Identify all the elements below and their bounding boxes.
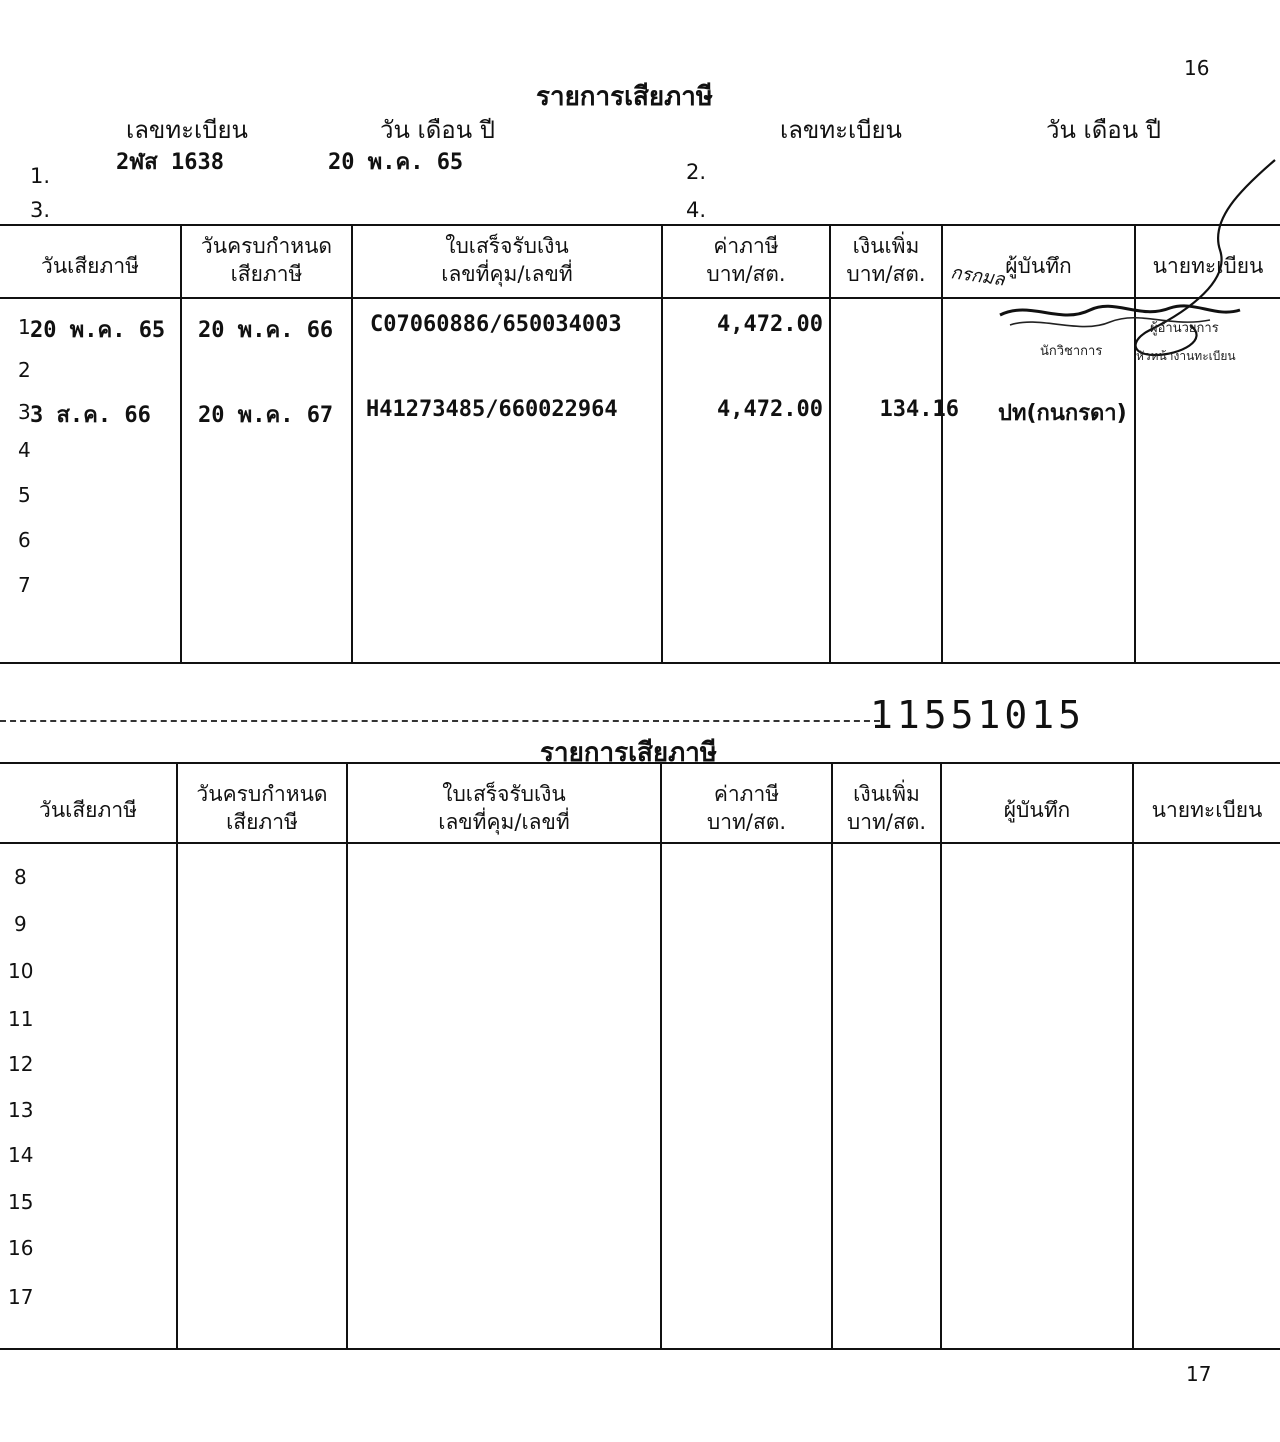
row-number: 15 <box>8 1190 34 1214</box>
torn-edge-line <box>0 720 880 722</box>
bottom-col-divider <box>1132 762 1134 1350</box>
row-number: 17 <box>8 1285 34 1309</box>
row-number: 10 <box>8 959 34 983</box>
col-header-extra-line2: บาท/สต. <box>846 262 926 286</box>
row-number: 12 <box>8 1052 34 1076</box>
col-header-due-line2: เสียภาษี <box>226 810 298 834</box>
bottom-col-divider <box>940 762 942 1350</box>
col-header-due-date <box>182 232 351 288</box>
bottom-col-divider <box>346 762 348 1350</box>
col-header-receipt-line1: ใบเสร็จรับเงิน <box>442 782 566 806</box>
col-header-extra-line2: บาท/สต. <box>846 810 927 834</box>
row-1-receipt: C07060886/650034003 <box>370 312 622 337</box>
row-number: 7 <box>18 573 31 597</box>
reg-entry-1-date: 20 พ.ค. 65 <box>328 150 464 175</box>
reg-entry-4-num: 4. <box>686 198 707 222</box>
row-number: 6 <box>18 528 31 552</box>
row-1-due-date: 20 พ.ค. 66 <box>198 318 334 343</box>
row-3-tax: 4,472.00 <box>717 397 823 422</box>
date-header-right: วัน เดือน ปี <box>1046 116 1161 144</box>
col-header-extra-line1: เงินเพิ่ม <box>853 782 920 806</box>
col-header-registrar: นายทะเบียน <box>1152 254 1264 278</box>
row-3-receipt: H41273485/660022964 <box>366 397 618 422</box>
col-header-due-line1: วันครบกำหนด <box>196 782 328 806</box>
col-header-tax-line1: ค่าภาษี <box>713 234 779 258</box>
col-header-extra <box>833 780 940 836</box>
bottom-col-divider <box>176 762 178 1350</box>
bottom-table-header-divider <box>0 842 1280 844</box>
top-table-border-bottom <box>0 662 1280 664</box>
row-number: 8 <box>14 865 27 889</box>
col-header-receipt-line2: เลขที่คุม/เลขที่ <box>438 810 570 834</box>
col-header-tax-line2: บาท/สต. <box>706 810 787 834</box>
reg-header-right: เลขทะเบียน <box>780 116 902 144</box>
stamp-text: ผู้อำนวยการ <box>1150 321 1219 336</box>
top-col-divider <box>661 224 663 664</box>
reg-entry-1-num: 1. <box>30 164 51 188</box>
col-header-registrar: นายทะเบียน <box>1151 798 1263 822</box>
row-3-pay-date: 3 ส.ค. 66 <box>30 403 151 428</box>
row-number: 3 <box>18 400 31 424</box>
page-top-number: 16 <box>1184 56 1210 80</box>
stamp-text: นักวิชาการ <box>1040 344 1103 359</box>
col-header-pay-date: วันเสียภาษี <box>39 798 137 822</box>
col-header-tax-line2: บาท/สต. <box>706 262 786 286</box>
row-number: 4 <box>18 438 31 462</box>
row-number: 2 <box>18 358 31 382</box>
signature-stamp-image <box>940 150 1280 380</box>
bottom-col-divider <box>660 762 662 1350</box>
col-header-tax-line1: ค่าภาษี <box>713 782 780 806</box>
row-number: 5 <box>18 483 31 507</box>
col-header-receipt-line1: ใบเสร็จรับเงิน <box>445 234 569 258</box>
col-header-due-line1: วันครบกำหนด <box>200 234 333 258</box>
col-header-recorder: ผู้บันทึก <box>1003 798 1071 822</box>
row-number: 14 <box>8 1143 34 1167</box>
col-header-tax <box>662 780 831 836</box>
bottom-table-border-top <box>0 762 1280 764</box>
section-title-top: รายการเสียภาษี <box>536 82 713 112</box>
date-header-left: วัน เดือน ปี <box>380 116 495 144</box>
row-1-tax: 4,472.00 <box>717 312 823 337</box>
row-number: 16 <box>8 1236 34 1260</box>
cut-off-number: 11551015 <box>870 700 1086 730</box>
col-header-receipt <box>353 232 661 288</box>
reg-entry-3-num: 3. <box>30 198 51 222</box>
bottom-col-divider <box>831 762 833 1350</box>
row-3-due-date: 20 พ.ค. 67 <box>198 403 334 428</box>
col-header-tax <box>663 232 829 288</box>
reg-header-left: เลขทะเบียน <box>126 116 248 144</box>
reg-entry-2-num: 2. <box>686 160 707 184</box>
row-number: 1 <box>18 315 31 339</box>
row-1-pay-date: 20 พ.ค. 65 <box>30 318 166 343</box>
col-header-due-line2: เสียภาษี <box>230 262 303 286</box>
row-number: 9 <box>14 912 27 936</box>
top-col-divider <box>351 224 353 664</box>
page-bottom-number: 17 <box>1186 1362 1212 1386</box>
col-header-recorder: ผู้บันทึก <box>1005 254 1072 278</box>
top-col-divider <box>829 224 831 664</box>
section-title-bottom: รายการเสียภาษี <box>540 738 717 768</box>
col-header-extra-line1: เงินเพิ่ม <box>852 234 920 258</box>
row-number: 13 <box>8 1098 34 1122</box>
col-header-due-date <box>178 780 346 836</box>
col-header-pay-date: วันเสียภาษี <box>41 254 139 278</box>
stamp-text: หัวหน้างานทะเบียน <box>1136 349 1236 363</box>
bottom-table-border-bottom <box>0 1348 1280 1350</box>
stamp-text: กรกมล <box>949 262 1007 291</box>
row-3-recorder: ปท(กนกรดา) <box>998 401 1127 426</box>
col-header-receipt-line2: เลขที่คุม/เลขที่ <box>441 262 573 286</box>
row-3-extra: 134.16 <box>879 397 959 422</box>
top-col-divider <box>180 224 182 664</box>
reg-entry-1-value: 2ฬส 1638 <box>116 150 224 175</box>
col-header-extra <box>831 232 941 288</box>
row-number: 11 <box>8 1007 34 1031</box>
col-header-receipt <box>348 780 660 836</box>
